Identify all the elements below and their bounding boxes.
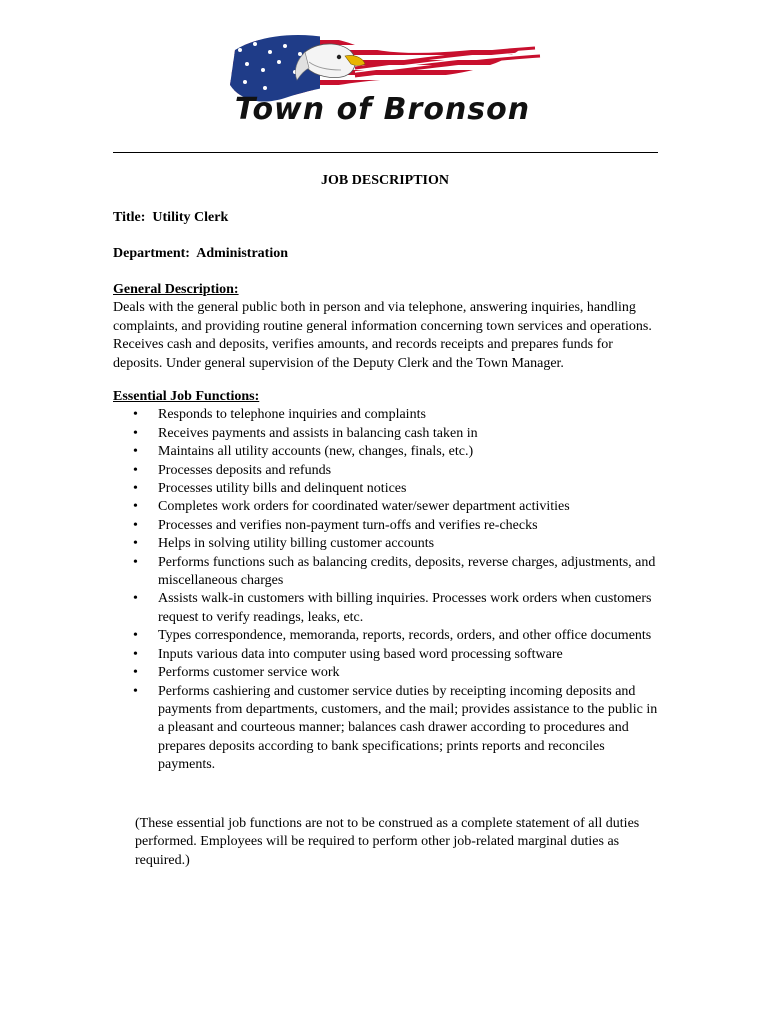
bullet-icon: •: [133, 444, 138, 460]
list-item: • Performs customer service work: [113, 664, 658, 682]
list-item: • Processes deposits and refunds: [113, 462, 658, 480]
bullet-icon: •: [133, 646, 138, 662]
bullet-icon: •: [133, 481, 138, 497]
bullet-icon: •: [133, 425, 138, 441]
bullet-icon: •: [133, 683, 138, 699]
town-logo: [205, 30, 560, 130]
list-item: • Performs cashiering and customer service duties by receipting incoming deposits and payments from departments, customers, and the mail; provides assistance to the public in a pleasant and courteous manner; balances cash drawer according to procedures and prepares deposits according to bank specifications; prints reports and reconciles payments.: [133, 683, 658, 773]
list-item: • Processes and verifies non-payment turn-offs and verifies re-checks: [113, 517, 658, 535]
bullet-icon: •: [133, 407, 138, 423]
list-item: • Processes utility bills and delinquent notices: [113, 480, 658, 498]
job-title-field: [113, 210, 228, 226]
bullet-icon: •: [133, 628, 138, 644]
bullet-icon: •: [133, 591, 138, 607]
list-item: • Types correspondence, memoranda, reports, records, orders, and other office documents: [113, 627, 658, 645]
job-title-value: Utility Clerk: [152, 210, 229, 225]
department-value: Administration: [196, 246, 289, 261]
bullet-icon: •: [133, 536, 138, 552]
list-item: • Maintains all utility accounts (new, changes, finals, etc.): [113, 443, 658, 461]
essential-functions-list: [113, 406, 658, 774]
general-description-text: Deals with the general public both in person and via telephone, answering inquiries, handling complaints, and providing routine general information concerning town services and operations. Receives cash and deposits, verifies amounts, and records receipts and prepares funds for deposits. Under general supervision of the Deputy Clerk and the Town Manager.: [113, 300, 652, 371]
department-field: [113, 246, 288, 262]
bullet-icon: •: [133, 462, 138, 478]
job-title-label: Title:: [113, 210, 146, 225]
disclaimer-note: (These essential job functions are not to be construed as a complete statement of all duties performed. Employees will be required to perform other job-related marginal duties as required.): [135, 816, 640, 868]
list-item: • Assists walk-in customers with billing inquiries. Processes work orders when customers request to verify readings, leaks, etc.: [133, 591, 652, 625]
logo-wordmark: Town of Bronson: [234, 92, 531, 127]
list-item: • Helps in solving utility billing customer accounts: [113, 535, 658, 553]
page-title: JOB DESCRIPTION: [321, 173, 449, 188]
department-label: Department:: [113, 246, 190, 261]
list-item: • Responds to telephone inquiries and complaints: [113, 406, 658, 424]
list-item: • Performs functions such as balancing credits, deposits, reverse charges, adjustments, and miscellaneous charges: [133, 554, 656, 589]
header-rule: [113, 152, 658, 153]
bullet-icon: •: [133, 554, 138, 570]
list-item: • Receives payments and assists in balancing cash taken in: [113, 425, 658, 443]
list-item: • Completes work orders for coordinated water/sewer department activities: [113, 498, 658, 516]
general-description-section: [113, 281, 658, 373]
list-item: • Inputs various data into computer using based word processing software: [113, 646, 658, 664]
general-description-heading: General Description:: [113, 282, 239, 297]
essential-functions-heading: Essential Job Functions:: [113, 389, 260, 404]
bullet-icon: •: [133, 517, 138, 533]
bullet-icon: •: [133, 499, 138, 515]
bullet-icon: •: [133, 665, 138, 681]
essential-functions-section: [113, 388, 658, 775]
